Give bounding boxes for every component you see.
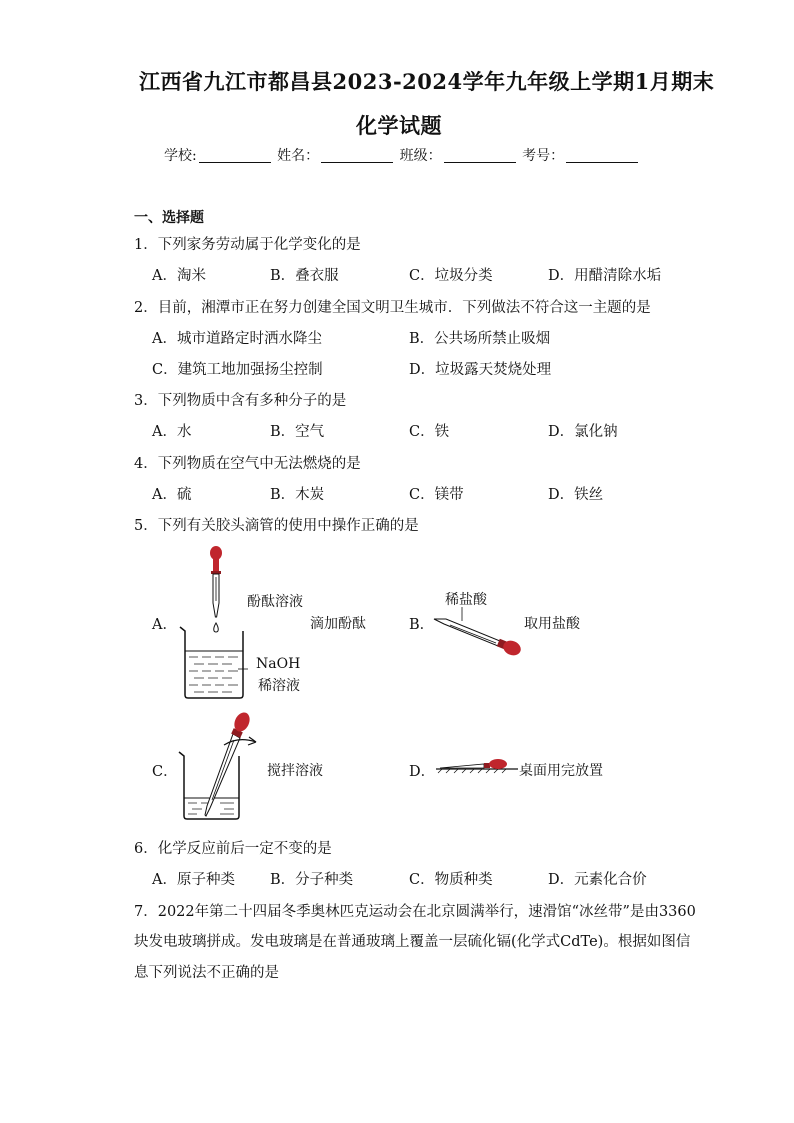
stirring-illustration-c bbox=[176, 712, 268, 824]
dropper-illustration-b bbox=[432, 604, 524, 656]
dropper-beaker-illustration-a bbox=[176, 543, 248, 703]
question-1-option-a: A．淘米 bbox=[152, 268, 206, 284]
question-2-option-b: B．公共场所禁止吸烟 bbox=[409, 331, 551, 347]
question-3-option-d: D．氯化钠 bbox=[548, 424, 618, 440]
question-3-option-a: A．水 bbox=[152, 424, 192, 440]
figure-a-solution-line1: NaOH bbox=[256, 656, 301, 672]
figure-a-letter: A． bbox=[152, 617, 177, 633]
question-6-option-c: C．物质种类 bbox=[409, 872, 493, 888]
question-4-option-c: C．镁带 bbox=[409, 487, 464, 503]
figure-b-caption: 取用盐酸 bbox=[524, 616, 580, 632]
figure-b-reagent-label: 稀盐酸 bbox=[445, 592, 487, 608]
question-1-option-d: D．用醋清除水垢 bbox=[548, 268, 662, 284]
question-1-option-c: C．垃圾分类 bbox=[409, 268, 493, 284]
exam-title: 江西省九江市都昌县2023-2024学年九年级上学期1月期末 bbox=[139, 69, 715, 94]
question-2-option-c: C．建筑工地加强扬尘控制 bbox=[152, 362, 323, 378]
name-label: 姓名： bbox=[277, 148, 320, 164]
question-6-option-a: A．原子种类 bbox=[152, 872, 235, 888]
question-5-stem: 5．下列有关胶头滴管的使用中操作正确的是 bbox=[134, 518, 419, 534]
question-6-option-d: D．元素化合价 bbox=[548, 872, 647, 888]
question-2-option-d: D．垃圾露天焚烧处理 bbox=[409, 362, 552, 378]
exam-number-label: 考号： bbox=[522, 148, 565, 164]
section-title: 一、选择题 bbox=[134, 210, 204, 226]
question-2-stem: 2．目前，湘潭市正在努力创建全国文明卫生城市．下列做法不符合这一主题的是 bbox=[134, 300, 651, 316]
exam-number-blank[interactable] bbox=[566, 148, 638, 163]
figure-a-reagent-label: 酚酞溶液 bbox=[247, 594, 303, 610]
figure-d-caption: 桌面用完放置 bbox=[519, 763, 603, 779]
question-4-option-b: B．木炭 bbox=[270, 487, 325, 503]
question-4-option-a: A．硫 bbox=[152, 487, 192, 503]
dropper-on-table-illustration-d bbox=[434, 755, 520, 775]
question-3-option-b: B．空气 bbox=[270, 424, 325, 440]
question-6-stem: 6．化学反应前后一定不变的是 bbox=[134, 841, 332, 857]
student-info-row bbox=[164, 145, 640, 165]
school-label: 学校: bbox=[164, 148, 197, 164]
question-4-stem: 4．下列物质在空气中无法燃烧的是 bbox=[134, 456, 361, 472]
question-3-option-c: C．铁 bbox=[409, 424, 450, 440]
name-blank[interactable] bbox=[321, 148, 393, 163]
school-blank[interactable] bbox=[199, 148, 271, 163]
question-7-stem-line-1: 7．2022年第二十四届冬季奥林匹克运动会在北京圆满举行，速滑馆“冰丝带”是由3360 bbox=[134, 904, 696, 920]
exam-subtitle: 化学试题 bbox=[356, 113, 442, 138]
question-1-stem: 1．下列家务劳动属于化学变化的是 bbox=[134, 237, 361, 253]
figure-a-solution-line2: 稀溶液 bbox=[258, 678, 300, 694]
question-7-stem-line-2: 块发电玻璃拼成。发电玻璃是在普通玻璃上覆盖一层硫化镉(化学式CdTe)。根据如图信 bbox=[134, 934, 691, 950]
question-1-option-b: B．叠衣服 bbox=[270, 268, 339, 284]
figure-c-letter: C． bbox=[152, 764, 178, 780]
figure-b-letter: B． bbox=[409, 617, 435, 633]
question-2-option-a: A．城市道路定时洒水降尘 bbox=[152, 331, 322, 347]
class-blank[interactable] bbox=[444, 148, 516, 163]
question-7-stem-line-3: 息下列说法不正确的是 bbox=[134, 965, 279, 981]
class-label: 班级： bbox=[399, 148, 442, 164]
question-4-option-d: D．铁丝 bbox=[548, 487, 604, 503]
figure-c-caption: 搅拌溶液 bbox=[267, 763, 323, 779]
figure-d-letter: D． bbox=[409, 764, 436, 780]
question-3-stem: 3．下列物质中含有多种分子的是 bbox=[134, 393, 347, 409]
figure-a-caption: 滴加酚酞 bbox=[310, 616, 366, 632]
question-6-option-b: B．分子种类 bbox=[270, 872, 354, 888]
